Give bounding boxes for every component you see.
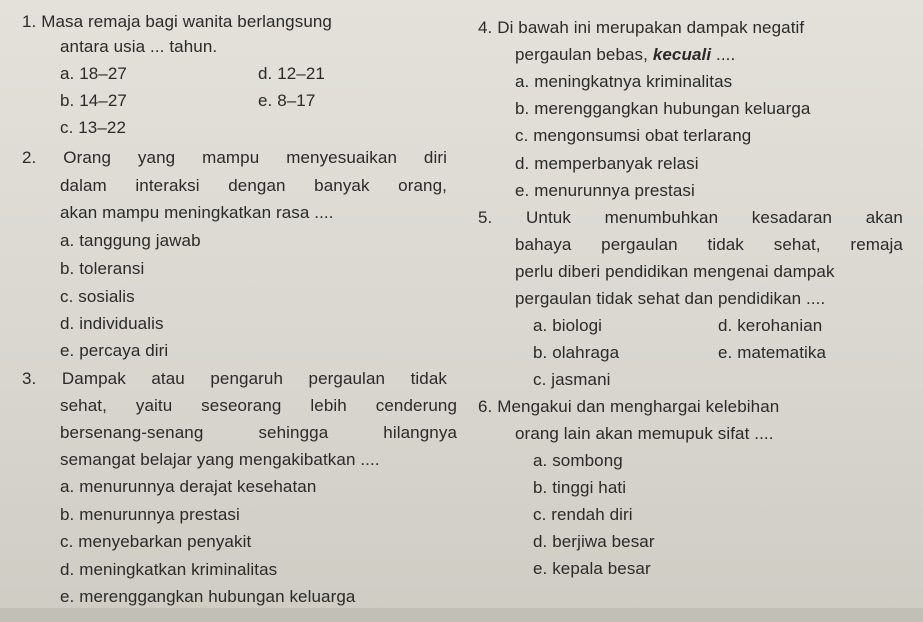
q5-option-d: d. kerohanian [718,316,823,335]
q5-option-b: b. olahraga [533,343,620,362]
q5-stem-line-1: 5. Untuk menumbuhkan kesadaran akan [478,208,903,227]
q1-stem-line-2: antara usia ... tahun. [60,37,218,56]
q5-option-e: e. matematika [718,343,827,362]
q2-option-b: b. toleransi [60,259,145,278]
q4-stem-emphasis: kecuali [652,45,712,64]
q1-option-a: a. 18–27 [60,64,127,83]
q4-stem-line-1: 4. Di bawah ini merupakan dampak negatif [478,18,805,37]
q6-option-d: d. berjiwa besar [533,532,655,551]
q5-option-c: c. jasmani [533,370,611,389]
q1-option-c: c. 13–22 [60,118,127,137]
q4-stem-ellipsis: .... [711,45,736,64]
q2-stem-line-3: akan mampu meningkatkan rasa .... [60,203,334,222]
q6-option-c: c. rendah diri [533,505,633,524]
q3-option-d: d. meningkatkan kriminalitas [60,560,278,579]
q2-option-d: d. individualis [60,314,164,333]
q6-stem-line-1: 6. Mengakui dan menghargai kelebihan [478,397,780,416]
q3-stem-line-2: sehat, yaitu seseorang lebih cenderung [60,396,457,415]
q5-stem-line-4: pergaulan tidak sehat dan pendidikan .... [515,289,826,308]
q4-option-e: e. menurunnya prestasi [515,181,695,200]
q3-option-e: e. merenggangkan hubungan keluarga [60,587,356,606]
q4-option-d: d. memperbanyak relasi [515,154,699,173]
q3-stem-line-3: bersenang-senang sehingga hilangnya [60,423,457,442]
q4-stem-line-2 [515,45,735,65]
q5-option-a: a. biologi [533,316,603,335]
q6-option-e: e. kepala besar [533,559,651,578]
q2-stem-line-1: 2. Orang yang mampu menyesuaikan diri [22,148,447,167]
q1-option-e: e. 8–17 [258,91,316,110]
q1-stem-line-1: 1. Masa remaja bagi wanita berlangsung [22,12,332,31]
q4-option-b: b. merenggangkan hubungan keluarga [515,99,811,118]
q2-option-c: c. sosialis [60,287,135,306]
q1-option-b: b. 14–27 [60,91,127,110]
q6-stem-line-2: orang lain akan memupuk sifat .... [515,424,774,443]
q4-stem-text: pergaulan bebas, [515,45,653,64]
q3-option-c: c. menyebarkan penyakit [60,532,252,551]
q2-option-e: e. percaya diri [60,341,169,360]
page-bottom-edge [0,608,923,622]
q3-stem-line-4: semangat belajar yang mengakibatkan .... [60,450,380,469]
q5-stem-line-2: bahaya pergaulan tidak sehat, remaja [515,235,903,254]
q2-option-a: a. tanggung jawab [60,231,201,250]
q2-stem-line-2: dalam interaksi dengan banyak orang, [60,176,447,195]
q6-option-a: a. sombong [533,451,623,470]
q4-option-a: a. meningkatnya kriminalitas [515,72,733,91]
q1-option-d: d. 12–21 [258,64,325,83]
q5-stem-line-3: perlu diberi pendidikan mengenai dampak [515,262,835,281]
q3-stem-line-1: 3. Dampak atau pengaruh pergaulan tidak [22,369,447,388]
q6-option-b: b. tinggi hati [533,478,627,497]
q4-option-c: c. mengonsumsi obat terlarang [515,126,752,145]
q3-option-b: b. menurunnya prestasi [60,505,240,524]
q3-option-a: a. menurunnya derajat kesehatan [60,477,317,496]
